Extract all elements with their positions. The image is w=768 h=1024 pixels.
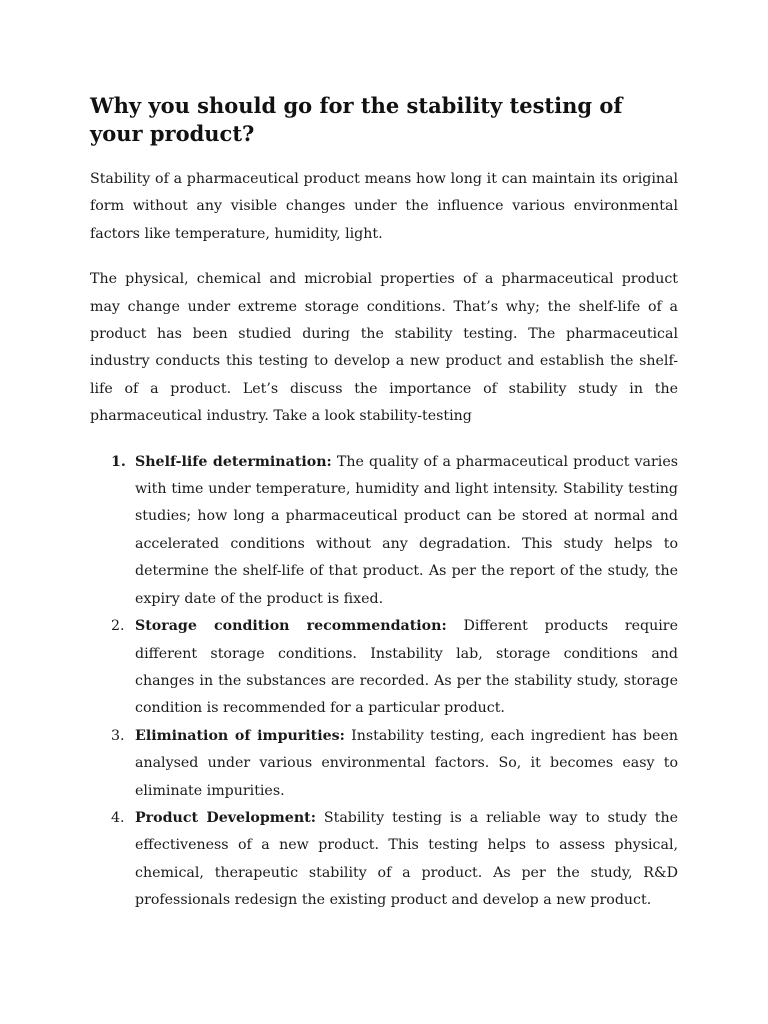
list-item-label: Elimination of impurities: (135, 727, 345, 744)
list-item-label: Storage condition recommendation: (135, 618, 447, 635)
list-item-text: Stability testing is a reliable way to study the effectiveness of a new product. This testing helps to assess physical, chemical, therapeutic stability of a product. As per the study, R&D professionals redesign the existing product and develop a new product. (135, 809, 678, 909)
list-item-text: Instability testing, each ingredient has been analysed under various environmental factors. So, it becomes easy to eliminate impurities. (135, 727, 678, 799)
list-item-label: Shelf-life determination: (135, 453, 332, 470)
list-number: 3. (111, 727, 125, 744)
list-number: 1. (111, 453, 126, 470)
list-item (90, 805, 678, 915)
benefits-list (90, 449, 678, 915)
list-item-text: Different products require different storage conditions. Instability lab, storage conditions and changes in the substances are recorded. As per the stability study, storage condition is recommended for a particular product. (135, 618, 678, 717)
intro-paragraph: Stability of a pharmaceutical product means how long it can maintain its original form without any visible changes under the influence various environmental factors like temperature, humidity, light. (90, 171, 678, 242)
list-number: 2. (111, 618, 125, 635)
list-item (90, 449, 678, 613)
document-page (90, 92, 678, 915)
document-title: Why you should go for the stability testing of your product? (90, 93, 623, 146)
context-paragraph: The physical, chemical and microbial properties of a pharmaceutical product may change under extreme storage conditions. That’s why; the shelf-life of a product has been studied during the stability testing. The pharmaceutical industry conducts this testing to develop a new product and establish the shelf-life of a product. Let’s discuss the importance of stability study in the pharmaceutical industry. Take a look stability-testing (90, 271, 678, 425)
list-item-text: The quality of a pharmaceutical product varies with time under temperature, humidity and light intensity. Stability testing studies; how long a pharmaceutical product can be stored at normal and accelerated conditions without any degradation. This study helps to determine the shelf-life of that product. As per the report of the study, the expiry date of the product is fixed. (135, 453, 678, 607)
list-item-label: Product Development: (135, 809, 316, 826)
list-item (90, 723, 678, 805)
list-item (90, 613, 678, 723)
list-number: 4. (111, 809, 125, 826)
